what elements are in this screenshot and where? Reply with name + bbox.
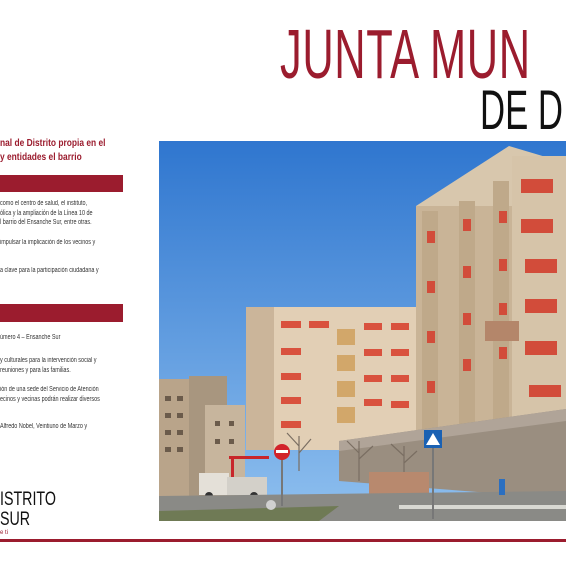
section1-header-bar	[0, 175, 123, 192]
text-line: ión de una sede del Servicio de Atención	[0, 386, 99, 393]
pedestrian-crossing-sign-icon	[424, 430, 442, 448]
text-line: Alfredo Nobel, Veintiuno de Marzo y	[0, 423, 88, 430]
text-line: a clave para la participación ciudadana y	[0, 267, 99, 274]
neighborhood-photo	[159, 141, 566, 521]
text-line: como el centro de salud, el instituto,	[0, 200, 88, 207]
section2-paragraph-2	[0, 356, 117, 375]
text-line: ólica y la ampliación de la Línea 10 de	[0, 209, 93, 217]
footer-divider	[0, 539, 566, 542]
logo-tagline: e ti	[0, 530, 9, 536]
section1-paragraph-1	[0, 199, 117, 228]
page-title-line2: DE D	[480, 78, 563, 141]
text-line: ecinos y vecinas podrán realizar diversos	[0, 395, 100, 403]
district-logo-line1: ISTRITO	[0, 489, 56, 510]
section1-paragraph-2	[0, 238, 117, 248]
page-title-line1: JUNTA MUN	[280, 15, 531, 93]
section2-header-bar	[0, 304, 123, 322]
text-line: l barrio del Ensanche Sur, entre otras.	[0, 219, 92, 226]
section2-paragraph-4	[0, 422, 117, 432]
intro-heading-line1: nal de Distrito propia en el	[0, 137, 106, 149]
section1-paragraph-3	[0, 266, 117, 276]
text-line: úmero 4 – Ensanche Sur	[0, 334, 61, 341]
text-line: reuniones y para las familias.	[0, 366, 71, 374]
intro-heading-line2: y entidades el barrio	[0, 151, 82, 163]
district-logo-line2: SUR	[0, 509, 31, 530]
section2-paragraph-1	[0, 333, 117, 343]
text-line: impulsar la implicación de los vecinos y	[0, 239, 96, 246]
section2-paragraph-3	[0, 385, 117, 404]
stop-sign-icon	[274, 444, 290, 460]
text-line: y culturales para la intervención social y	[0, 357, 97, 364]
